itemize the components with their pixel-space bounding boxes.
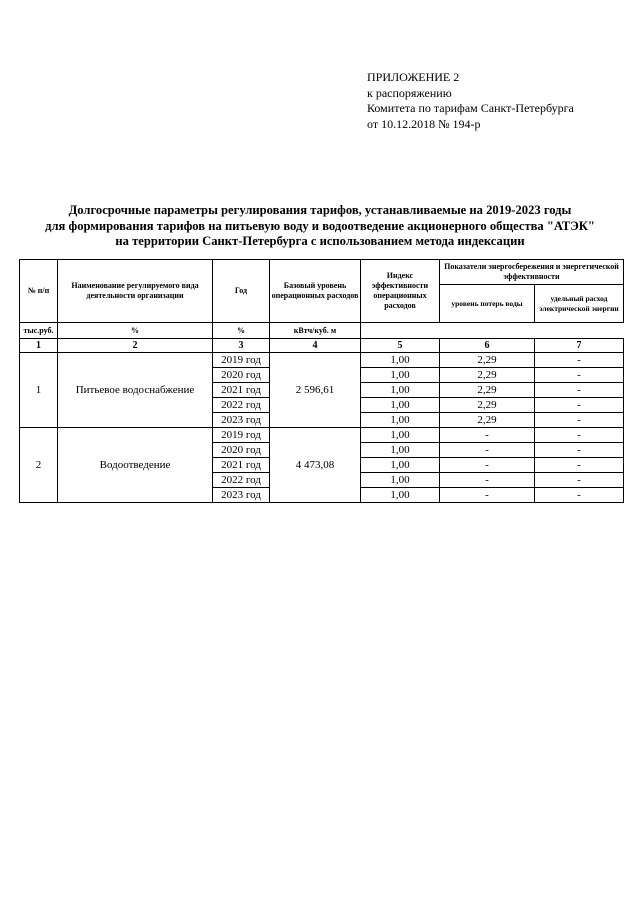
energy-consumption-value: - — [535, 368, 624, 383]
header-year: Год — [213, 260, 270, 323]
title-line-2: для формирования тарифов на питьевую воду и водоотведение акционерного общества "АТЭК" — [45, 218, 595, 233]
appendix-header — [367, 70, 627, 132]
header-water-losses: уровень потерь воды — [440, 285, 535, 323]
year-cell: 2022 год — [213, 473, 270, 488]
efficiency-index-value: 1,00 — [361, 398, 440, 413]
unit-base-level: тыс.руб. — [20, 323, 58, 339]
year-cell: 2021 год — [213, 383, 270, 398]
energy-consumption-value: - — [535, 353, 624, 368]
col-number: 7 — [535, 339, 624, 353]
water-losses-value: 2,29 — [440, 398, 535, 413]
energy-consumption-value: - — [535, 488, 624, 503]
efficiency-index-value: 1,00 — [361, 458, 440, 473]
unit-efficiency-index: % — [58, 323, 213, 339]
col-number: 2 — [58, 339, 213, 353]
header-energy-indicators: Показатели энергосбережения и энергетической эффективности — [440, 260, 624, 285]
water-losses-value: 2,29 — [440, 413, 535, 428]
unit-water-losses: % — [213, 323, 270, 339]
year-cell: 2022 год — [213, 398, 270, 413]
activity-name: Питьевое водоснабжение — [58, 353, 213, 428]
water-losses-value: 2,29 — [440, 353, 535, 368]
energy-consumption-value: - — [535, 413, 624, 428]
efficiency-index-value: 1,00 — [361, 383, 440, 398]
document-title — [0, 203, 640, 250]
energy-consumption-value: - — [535, 383, 624, 398]
year-cell: 2019 год — [213, 353, 270, 368]
energy-consumption-value: - — [535, 428, 624, 443]
year-cell: 2020 год — [213, 368, 270, 383]
table-row — [20, 353, 624, 368]
parameters-table — [19, 259, 624, 503]
year-cell: 2020 год — [213, 443, 270, 458]
header-activity: Наименование регулируемого вида деятельности организации — [58, 260, 213, 323]
base-level-value: 4 473,08 — [270, 428, 361, 503]
appendix-order-ref: к распоряжению — [367, 85, 452, 100]
col-number: 5 — [361, 339, 440, 353]
water-losses-value: - — [440, 488, 535, 503]
efficiency-index-value: 1,00 — [361, 488, 440, 503]
energy-consumption-value: - — [535, 458, 624, 473]
title-line-1: Долгосрочные параметры регулирования тарифов, устанавливаемые на 2019-2023 годы — [68, 203, 572, 217]
activity-name: Водоотведение — [58, 428, 213, 503]
col-number: 4 — [270, 339, 361, 353]
energy-consumption-value: - — [535, 473, 624, 488]
header-energy-consumption: удельный расход электрической энергии — [535, 285, 624, 323]
header-efficiency-index: Индекс эффективности операционных расходов — [361, 260, 440, 323]
water-losses-value: - — [440, 428, 535, 443]
water-losses-value: - — [440, 443, 535, 458]
efficiency-index-value: 1,00 — [361, 428, 440, 443]
appendix-label: ПРИЛОЖЕНИЕ 2 — [367, 70, 460, 84]
efficiency-index-value: 1,00 — [361, 353, 440, 368]
col-number: 6 — [440, 339, 535, 353]
efficiency-index-value: 1,00 — [361, 473, 440, 488]
water-losses-value: 2,29 — [440, 368, 535, 383]
table-row — [20, 428, 624, 443]
col-number: 3 — [213, 339, 270, 353]
appendix-committee: Комитета по тарифам Санкт-Петербурга — [367, 101, 574, 115]
year-cell: 2021 год — [213, 458, 270, 473]
efficiency-index-value: 1,00 — [361, 368, 440, 383]
header-base-level: Базовый уровень операционных расходов — [270, 260, 361, 323]
row-number: 2 — [20, 428, 58, 503]
title-line-3: на территории Санкт-Петербурга с использованием метода индексации — [115, 234, 525, 248]
col-number: 1 — [20, 339, 58, 353]
year-cell: 2023 год — [213, 488, 270, 503]
appendix-date: от 10.12.2018 № 194-р — [367, 116, 481, 131]
energy-consumption-value: - — [535, 398, 624, 413]
header-num: № п/п — [20, 260, 58, 323]
year-cell: 2019 год — [213, 428, 270, 443]
row-number: 1 — [20, 353, 58, 428]
efficiency-index-value: 1,00 — [361, 413, 440, 428]
unit-energy-consumption: кВтч/куб. м — [270, 323, 361, 339]
water-losses-value: - — [440, 473, 535, 488]
water-losses-value: 2,29 — [440, 383, 535, 398]
energy-consumption-value: - — [535, 443, 624, 458]
water-losses-value: - — [440, 458, 535, 473]
efficiency-index-value: 1,00 — [361, 443, 440, 458]
base-level-value: 2 596,61 — [270, 353, 361, 428]
year-cell: 2023 год — [213, 413, 270, 428]
